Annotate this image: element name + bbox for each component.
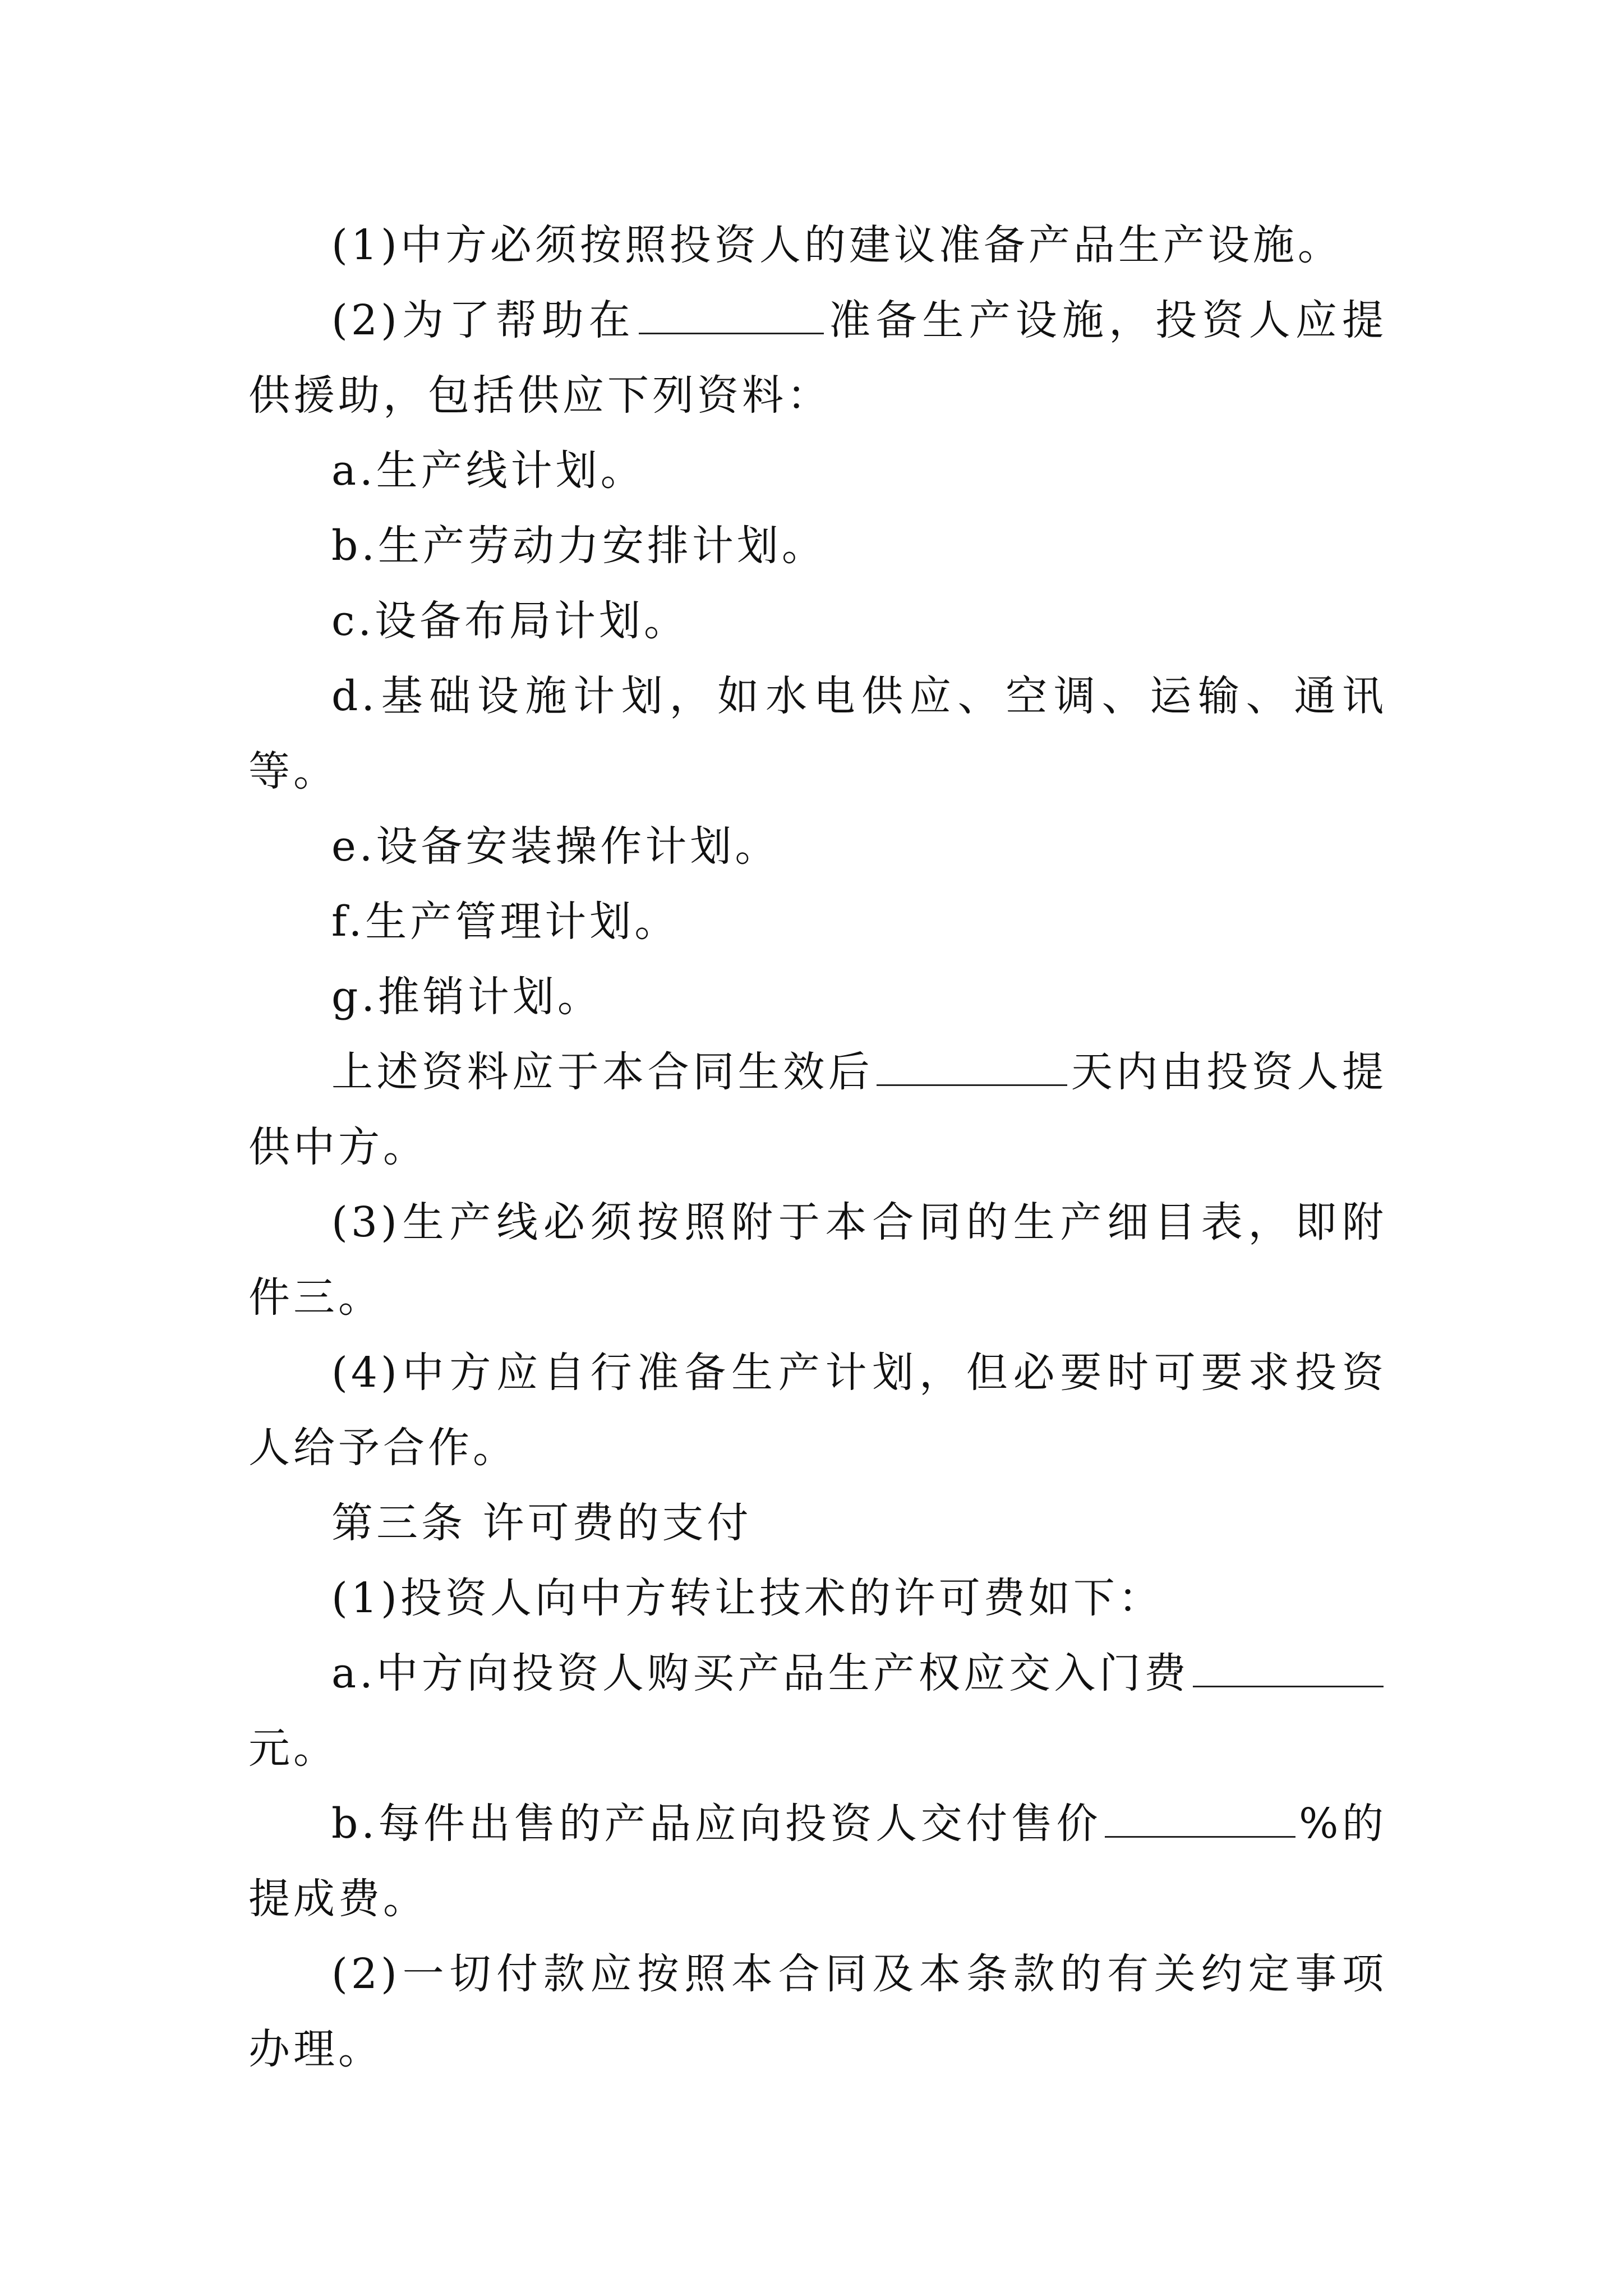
list-item-e: e.设备安装操作计划。 (331, 822, 780, 871)
paragraph-provide-text-after: 天内由投资人提供中方。 (248, 1048, 1387, 1171)
list-item-a: a.生产线计划。 (331, 447, 645, 495)
article-3-item-a-text-after: 元。 (248, 1724, 338, 1773)
list-item-d: d.基础设施计划，如水电供应、空调、运输、通讯等。 (248, 672, 1387, 795)
article-3-item-2: (2)一切付款应按照本合同及本条款的有关约定事项办理。 (248, 1950, 1387, 2073)
article-3-item-1: (1)投资人向中方转让技术的许可费如下： (331, 1574, 1163, 1622)
list-item-f: f.生产管理计划。 (331, 898, 680, 946)
fill-in-blank (639, 301, 824, 334)
paragraph-2-text-before: (2)为了帮助在 (331, 296, 635, 344)
article-3-item-a (248, 1636, 1387, 1786)
paragraph-4: (4)中方应自行准备生产计划，但必要时可要求投资人给予合作。 (248, 1349, 1387, 1472)
paragraph-provide-text-before: 上述资料应于本合同生效后 (331, 1048, 874, 1096)
article-3-heading: 第三条 许可费的支付 (331, 1499, 752, 1547)
fill-in-blank (1193, 1654, 1384, 1687)
fill-in-blank (877, 1053, 1067, 1086)
article-3-item-b (248, 1786, 1387, 1936)
list-item-c: c.设备布局计划。 (331, 597, 689, 645)
article-3-item-b-text-after: %的提成费。 (248, 1800, 1387, 1923)
paragraph-2-text-after: 准备生产设施，投资人应提供援助，包括供应下列资料： (248, 296, 1387, 420)
article-3-item-b-text-before: b.每件出售的产品应向投资人交付售价 (331, 1800, 1102, 1848)
article-3-item-a-text-before: a.中方向投资人购买产品生产权应交入门费 (331, 1649, 1189, 1697)
paragraph-2 (248, 283, 1387, 433)
paragraph-3: (3)生产线必须按照附于本合同的生产细目表，即附件三。 (248, 1198, 1387, 1322)
paragraph-1: (1)中方必须按照投资人的建议准备产品生产设施。 (331, 221, 1343, 269)
list-item-g: g.推销计划。 (331, 973, 602, 1021)
list-item-b: b.生产劳动力安排计划。 (331, 522, 827, 570)
paragraph-provide (248, 1034, 1387, 1185)
fill-in-blank (1105, 1805, 1295, 1838)
document-body (248, 208, 1387, 2087)
